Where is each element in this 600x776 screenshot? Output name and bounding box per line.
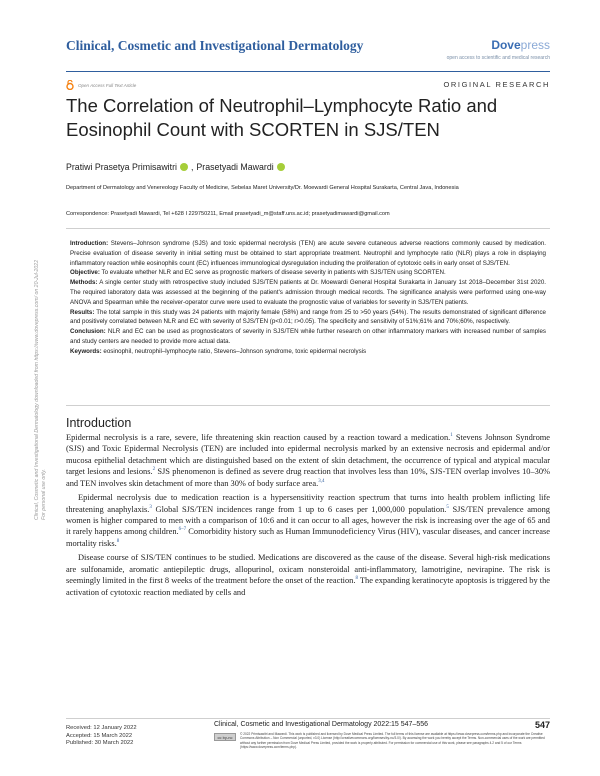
paragraph-text: Comorbidity history such as Human Immunodeficiency Virus (HIV), vascular diseases, and cancer increase mortality risks. — [66, 527, 550, 548]
abstract-objective — [70, 268, 546, 278]
abstract-label: Introduction: — [70, 240, 109, 247]
paragraph — [66, 432, 550, 489]
orcid-icon[interactable] — [277, 163, 285, 171]
abstract-label: Objective: — [70, 269, 100, 277]
open-access-text: Open Access Full Text Article — [78, 82, 137, 88]
author-2[interactable]: Prasetyadi Mawardi — [196, 162, 274, 172]
journal-citation[interactable]: Clinical, Cosmetic and Investigational Dermatology 2022:15 547–556 — [214, 721, 429, 728]
open-access-icon — [66, 80, 74, 90]
abstract-methods — [70, 278, 546, 307]
abstract-text: To evaluate whether NLR and EC serve as prognostic markers of disease severity in patients with SJS/TEN using SCORTEN. — [101, 269, 446, 277]
body-text — [66, 432, 550, 601]
download-note-line1: Clinical, Cosmetic and Investigational Dermatology downloaded from https://www.dovepress.com/ on 20-Jul-2022 — [34, 259, 40, 520]
abstract-label: Results: — [70, 308, 95, 316]
affiliation: Department of Dermatology and Venereology Faculty of Medicine, Sebelas Maret University/Dr. Moewardi General Hospital Surakarta, Central Java, Indonesia — [66, 185, 459, 191]
correspondence: Correspondence: Prasetyadi Mawardi, Tel +628 I 229750211, Email prasetyadi_m@staff.uns.ac.id; prasetyadimawardi@gmail.com — [66, 211, 390, 217]
article-dates — [66, 725, 137, 748]
publisher-logo[interactable] — [491, 38, 550, 52]
abstract — [66, 228, 550, 406]
abstract-text: Stevens–Johnson syndrome (SJS) and toxic epidermal necrolysis (TEN) are acute severe cutaneous adverse reactions commonly caused by medication. Precise evaluation of disease severity in initial setting must be obtained to start appropriate treatment. Neutrophil and lymphocyte ratio (NLR) plays a role in displaying inflammatory reaction while eosinophils count (EC) influences immunological dysregulation including the proliferation of cytotoxic cells in early onset of SJS/TEN. — [70, 240, 546, 267]
paragraph-text: Epidermal necrolysis is a rare, severe, life threatening skin reaction caused by a reaction toward a medication. — [66, 433, 451, 442]
citation-ref[interactable]: 8 — [355, 576, 358, 582]
abstract-text: NLR and EC can be used as prognosticators of severity in SJS/TEN while further research on other inflammatory markers with increased number of samples and study centers are needed to provide more actual data. — [70, 328, 546, 345]
section-heading-introduction: Introduction — [66, 416, 132, 430]
author-1[interactable]: Pratiwi Prasetya Primisawitri — [66, 162, 177, 172]
citation-ref[interactable]: 5 — [446, 504, 449, 510]
abstract-conclusion — [70, 327, 546, 347]
published-date: Published: 30 March 2022 — [66, 740, 134, 747]
abstract-label: Methods: — [70, 279, 98, 287]
license-text: © 2022 Primisawitri and Mawardi. This work is published and licensed by Dove Medical Press Limited. The full terms of this license are available at https://www.dovepress.com/terms.php and incorporate the Creative Commons Attribution – Non Commercial (unported, v3.0) License (http://creativecommons.org/licenses/by-nc/3.0/). By accessing the work you hereby accept the Terms. Non-commercial uses of the work are permitted without any further permission from Dove Medical Press Limited, provided the work is properly attributed. For permission for commercial use of this work, please see paragraphs 4.2 and 5 of our Terms (https://www.dovepress.com/terms.php). — [240, 732, 545, 749]
page-number: 547 — [534, 720, 550, 730]
orcid-icon[interactable] — [180, 163, 188, 171]
paragraph-text: Epidermal necrolysis due to medication reaction is a hypersensitivity reaction spectrum that turns into health problem inflicting life threatening anaphylaxis. — [66, 493, 550, 514]
abstract-results — [70, 308, 546, 328]
abstract-introduction — [70, 239, 546, 268]
article-type: ORIGINAL RESEARCH — [443, 80, 550, 89]
citation-ref[interactable]: 6–7 — [178, 527, 187, 533]
author-separator: , — [190, 162, 194, 172]
abstract-text: A single center study with retrospective study included SJS/TEN patients at Dr. Moewardi General Hospital Surakarta in January 1st 2018–December 31st 2020. The required laboratory data was assessed at the beginning of the patient's admission through medical records. The significance analysis were performed using one-way ANOVA and Spearman while the receiver-operator curve were used to evaluate the prognostic value of variables for severity in SJS/TEN patients. — [70, 279, 546, 306]
citation-ref[interactable]: 1 — [450, 433, 453, 439]
abstract-keywords — [70, 347, 546, 357]
citation-ref[interactable]: 3 — [149, 504, 152, 510]
author-list — [66, 162, 285, 172]
publisher-tagline: open access to scientific and medical research — [446, 55, 550, 61]
download-note-line2: For personal use only. — [40, 469, 47, 520]
paragraph — [66, 492, 550, 549]
publisher-dove: Dove — [491, 38, 521, 52]
paragraph-text: SJS/TEN prevalence among women is higher compared to men with a comparison of 10:6 and it can occur to all ages, however the risk is increasing over the age of 65 and it rarely happens among children. — [66, 504, 550, 537]
abstract-text: The total sample in this study was 24 patients with majority female (58%) and range from 25 to >50 years (54%). The results demonstrated of significant difference and positively correlated between NLR and EC with severity of SJS/TEN (p<0.01; r>0.05). The specificity and sensitivity of 51%;61% and 70%;60%, respectively. — [70, 308, 547, 326]
publisher-press: press — [520, 38, 550, 52]
citation-ref[interactable]: 3,4 — [318, 478, 325, 484]
abstract-text: eosinophil, neutrophil–lymphocyte ratio, Stevens–Johnson syndrome, toxic epidermal necrolysis — [103, 347, 367, 355]
paragraph-text: The expanding keratinocyte apoptosis is triggered by the activation of cytotoxic reaction mediated by cells and — [66, 576, 550, 597]
paragraph-text: SJS phenomenon is defined as severe drug reaction that involves less than 10%, SJS-TEN overlap involves 10–30% and TEN involves skin detachment of more than 30% of body surface area. — [66, 467, 550, 488]
abstract-label: Keywords: — [70, 347, 102, 355]
accepted-date: Accepted: 15 March 2022 — [66, 732, 133, 739]
received-date: Received: 12 January 2022 — [66, 725, 137, 731]
paragraph — [66, 552, 550, 598]
article-title: The Correlation of Neutrophil–Lymphocyte Ratio and Eosinophil Count with SCORTEN in SJS/TEN — [66, 95, 498, 140]
journal-title[interactable]: Clinical, Cosmetic and Investigational Dermatology — [66, 38, 364, 53]
download-note-text — [34, 100, 47, 520]
paragraph-text: Global SJS/TEN incidences range from 1 up to 6 cases per 1,000,000 population. — [151, 504, 447, 514]
citation-ref[interactable]: 8 — [116, 539, 120, 545]
cc-license-icon[interactable]: cc by-nc — [214, 733, 236, 741]
abstract-label: Conclusion: — [70, 328, 106, 336]
open-access-label — [66, 80, 136, 90]
citation-ref[interactable]: 2 — [152, 467, 156, 473]
paragraph-text: Stevens Johnson Syndrome (SJS) and Toxic Epidermal Necrolysis (TEN) are included into epidermal necrolysis marked by an extensive necrosis and epidermal and/or mucosa epithelial detachment which are distinguished based on the extent of skin detachment, the occurrence of typical and atypical macular target lesions and lesions. — [66, 433, 550, 477]
download-note — [34, 100, 47, 520]
page-header — [66, 38, 550, 72]
paragraph-text: Disease course of SJS/TEN continues to be studied. Medications are discovered as the cause of the disease. Several high-risk medications are sulfonamide, aromatic antiepileptic drugs, allopurinol, oxicam nonsteroidal anti-inflammatory, lamotrigine, nevirapine. The risk is seemingly limited in the first 8 weeks of the treatment before the onset of the reaction. — [66, 553, 550, 586]
page-footer — [66, 718, 550, 749]
